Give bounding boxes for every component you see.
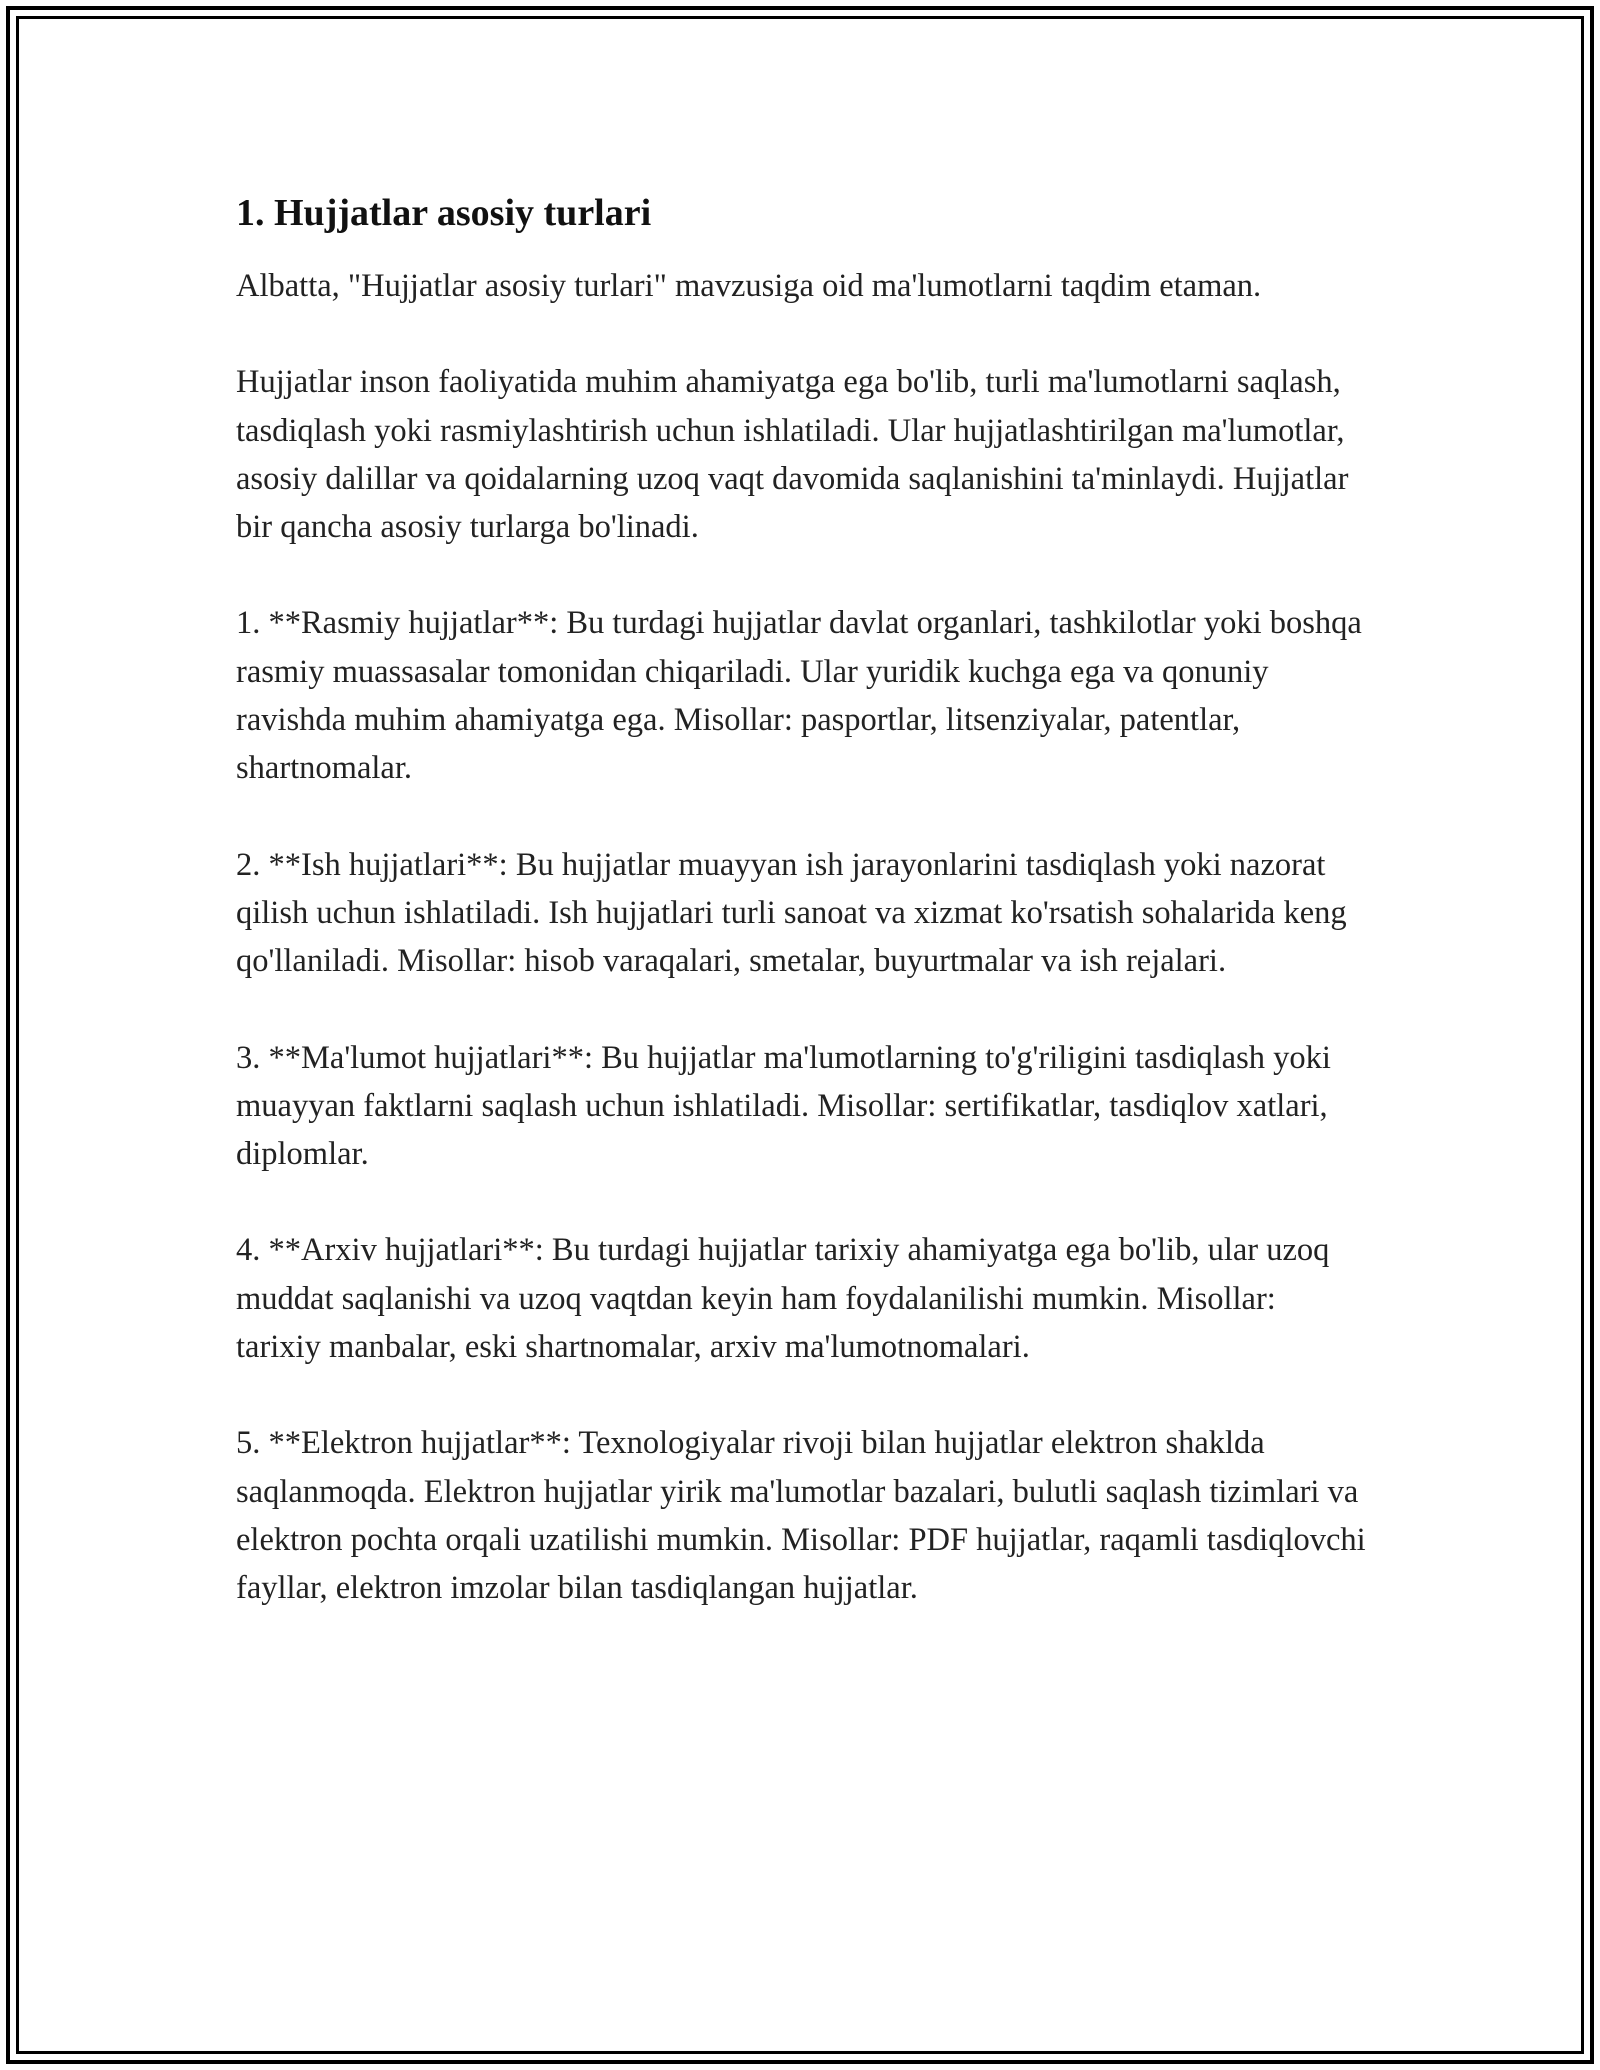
list-item-information-documents: 3. **Ma'lumot hujjatlari**: Bu hujjatlar ma'lumotlarning to'g'riligini tasdiqlash yoki muayyan faktlarni saqlash uchun ishlatiladi. Misollar: sertifikatlar, tasdiqlov xatlari, diplomlar. [236,1039,1331,1173]
overview-paragraph: Hujjatlar inson faoliyatida muhim ahamiyatga ega bo'lib, turli ma'lumotlarni saqlash, tasdiqlash yoki rasmiylashtirish uchun ishlatiladi. Ular hujjatlashtirilgan ma'lumotlar, asosiy dalillar va qoidalarning uzoq vaqt davomida saqlanishini ta'minlaydi. Hujjatlar bir qancha asosiy turlarga bo'linadi. [236,364,1349,546]
document-heading: 1. Hujjatlar asosiy turlari [236,192,652,234]
document-body [236,186,1366,1661]
list-item-work-documents: 2. **Ish hujjatlari**: Bu hujjatlar muayyan ish jarayonlarini tasdiqlash yoki nazorat qilish uchun ishlatiladi. Ish hujjatlari turli sanoat va xizmat ko'rsatish sohalarida keng qo'llaniladi. Misollar: hisob varaqalari, smetalar, buyurtmalar va ish rejalari. [236,846,1347,980]
intro-paragraph: Albatta, "Hujjatlar asosiy turlari" mavzusiga oid ma'lumotlarni taqdim etaman. [236,268,1262,304]
list-item-official-documents: 1. **Rasmiy hujjatlar**: Bu turdagi hujjatlar davlat organlari, tashkilotlar yoki boshqa rasmiy muassasalar tomonidan chiqariladi. Ular yuridik kuchga ega va qonuniy ravishda muhim ahamiyatga ega. Misollar: pasportlar, litsenziyalar, patentlar, shartnomalar. [236,605,1362,787]
list-item-archive-documents: 4. **Arxiv hujjatlari**: Bu turdagi hujjatlar tarixiy ahamiyatga ega bo'lib, ular uzoq muddat saqlanishi va uzoq vaqtdan keyin ham foydalanilishi mumkin. Misollar: tarixiy manbalar, eski shartnomalar, arxiv ma'lumotnomalari. [236,1232,1330,1366]
list-item-electronic-documents: 5. **Elektron hujjatlar**: Texnologiyalar rivoji bilan hujjatlar elektron shaklda saqlanmoqda. Elektron hujjatlar yirik ma'lumotlar bazalari, bulutli saqlash tizimlari va elektron pochta orqali uzatilishi mumkin. Misollar: PDF hujjatlar, raqamli tasdiqlovchi fayllar, elektron imzolar bilan tasdiqlangan hujjatlar. [236,1425,1366,1607]
